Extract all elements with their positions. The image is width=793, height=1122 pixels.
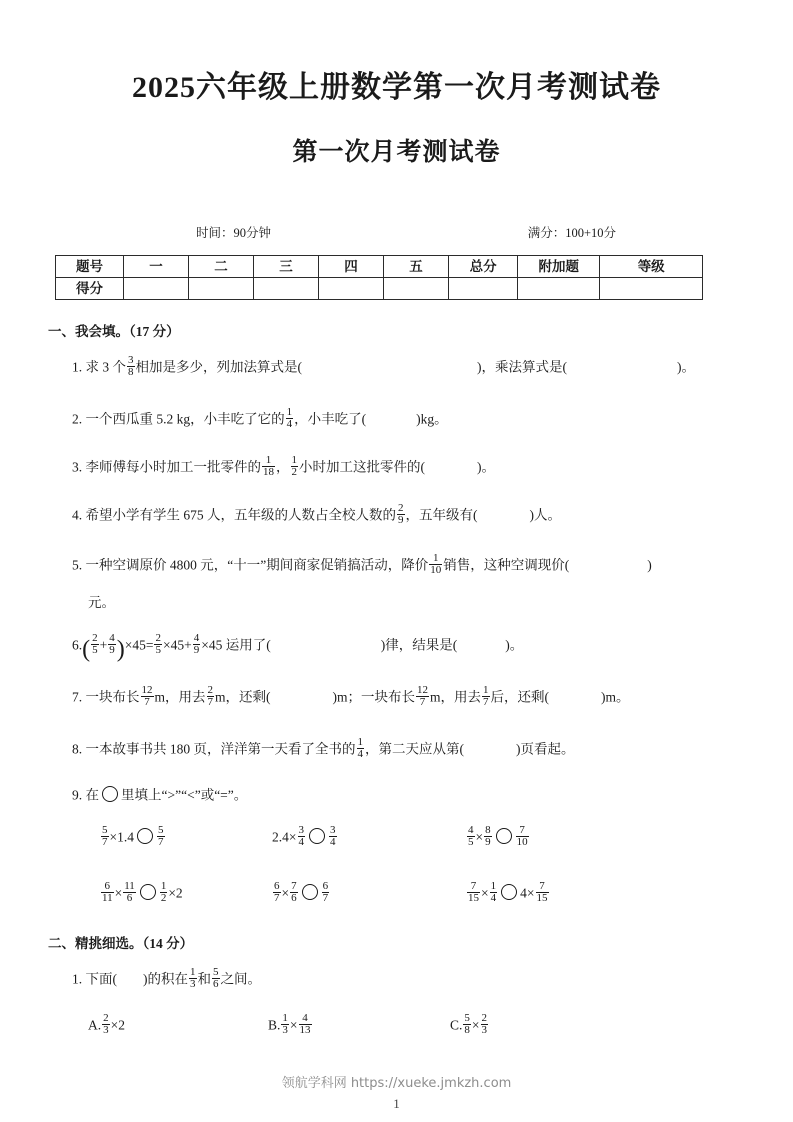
choice-a-frac: $\frac{2}{3}$ <box>103 1011 109 1036</box>
choice-a-suffix: ×2 <box>110 1017 125 1033</box>
choice-a-label: A. <box>88 1017 102 1033</box>
choice-a[interactable] <box>88 1011 125 1037</box>
table-row-header <box>56 256 703 278</box>
q7-text-a: 一块布长 <box>85 689 140 705</box>
col-header-total: 总分 <box>449 256 518 278</box>
cmp-2-3-left-frac: $\frac{7}{15}$ <box>468 879 479 904</box>
q7-fraction-12-7: $\frac{12}{7}$ <box>141 683 153 708</box>
q5-text-b: 销售，这种空调现价( <box>443 557 570 573</box>
question-7 <box>72 683 630 709</box>
question-6 <box>72 631 524 663</box>
q6-paren-close: ) <box>116 636 125 663</box>
q3-text-a: 李师傅每小时加工一批零件的 <box>85 459 261 475</box>
row-label-score: 得分 <box>56 278 124 300</box>
cmp-1-3-left-frac2: $\frac{8}{9}$ <box>485 823 491 848</box>
choice-c[interactable] <box>450 1011 489 1037</box>
q3-number: 3. <box>72 459 83 475</box>
circle-icon[interactable] <box>309 828 325 844</box>
q2-number: 2. <box>72 411 83 427</box>
score-cell-4[interactable] <box>319 278 384 300</box>
cmp-2-3-right-prefix: 4× <box>520 885 535 901</box>
choice-b-label: B. <box>268 1017 281 1033</box>
comparison-item-2-1 <box>100 879 183 905</box>
row-label-question-number: 题号 <box>56 256 124 278</box>
q3-fraction-1-2: $\frac{1}{2}$ <box>291 453 297 478</box>
q1-number: 1. <box>72 359 83 375</box>
cmp-1-2-left-prefix: 2.4× <box>272 829 297 845</box>
q2-text-c: )kg。 <box>416 411 448 427</box>
circle-icon[interactable] <box>102 786 118 802</box>
q6-text-e: )。 <box>505 637 524 653</box>
score-cell-5[interactable] <box>384 278 449 300</box>
s2q1-fraction-5-6: $\frac{5}{6}$ <box>213 965 219 990</box>
question-9 <box>72 786 247 803</box>
choice-b-mid: × <box>289 1017 298 1033</box>
cmp-2-3-left-frac2: $\frac{1}{4}$ <box>490 879 497 904</box>
score-cell-bonus[interactable] <box>518 278 600 300</box>
q1-text-a: 求 3 个 <box>85 359 126 375</box>
q1-text-c: )，乘法算式是( <box>477 359 567 375</box>
question-4 <box>72 501 561 527</box>
section-heading-1: 一、我会填。（17 分） <box>48 324 180 339</box>
footer-watermark: 领航学科网 https://xueke.jmkzh.com <box>281 1076 512 1091</box>
q7-text-f: 后，还剩( <box>490 689 550 705</box>
comparison-item-1-1 <box>100 823 166 849</box>
q7-number: 7. <box>72 689 83 705</box>
score-cell-3[interactable] <box>254 278 319 300</box>
page-title: 2025六年级上册数学第一次月考测试卷 <box>132 71 661 104</box>
cmp-1-3-right-frac: $\frac{7}{10}$ <box>516 823 528 848</box>
q4-number: 4. <box>72 507 83 523</box>
col-header-1: 一 <box>124 256 189 278</box>
cmp-2-1-mid: × <box>114 885 123 901</box>
q3-text-c: 小时加工这批零件的( <box>299 459 425 475</box>
col-header-3: 三 <box>254 256 319 278</box>
choice-b-frac2: $\frac{4}{13}$ <box>299 1011 311 1036</box>
choice-c-frac2: $\frac{2}{3}$ <box>481 1011 488 1036</box>
cmp-2-2-mid: × <box>281 885 290 901</box>
col-header-grade: 等级 <box>600 256 703 278</box>
q9-text-a: 在 <box>85 787 99 803</box>
question-1 <box>72 353 695 379</box>
section2-question-1 <box>72 965 261 991</box>
q7-fraction-1-7: $\frac{1}{7}$ <box>483 683 489 708</box>
cmp-2-1-right-frac: $\frac{1}{2}$ <box>160 879 167 904</box>
q7-fraction-2-7: $\frac{2}{7}$ <box>207 683 214 708</box>
q7-text-b: m，用去 <box>154 689 206 705</box>
cmp-2-3-right-frac: $\frac{7}{15}$ <box>536 879 548 904</box>
s2q1-number: 1. <box>72 971 83 987</box>
q6-paren-open: ( <box>82 636 91 663</box>
cmp-2-2-right-frac: $\frac{6}{7}$ <box>322 879 329 904</box>
choice-b-frac: $\frac{1}{3}$ <box>282 1011 288 1036</box>
q9-text-b: 里填上“>”“<”或“=”。 <box>121 787 248 803</box>
q3-fraction-1-18: $\frac{1}{18}$ <box>263 453 274 478</box>
s2q1-text-b: )的积在 <box>143 971 188 987</box>
q5-fraction-1-10: $\frac{1}{10}$ <box>430 551 442 576</box>
q6-text-a: ×45= <box>124 637 154 653</box>
q9-number: 9. <box>72 787 83 803</box>
q2-fraction-1-4: $\frac{1}{4}$ <box>286 405 293 430</box>
q6-fraction-4-9: $\frac{4}{9}$ <box>109 631 115 656</box>
score-table <box>55 255 703 300</box>
q8-number: 8. <box>72 741 83 757</box>
q6-fraction-2-5-b: $\frac{2}{5}$ <box>155 631 161 656</box>
q1-text-d: )。 <box>677 359 695 375</box>
q6-fraction-2-5: $\frac{2}{5}$ <box>92 631 98 656</box>
q7-text-e: m，用去 <box>430 689 482 705</box>
circle-icon[interactable] <box>140 884 156 900</box>
q8-text-c: )页看起。 <box>516 741 575 757</box>
circle-icon[interactable] <box>496 828 512 844</box>
question-8 <box>72 735 575 761</box>
q4-text-b: ，五年级有( <box>405 507 478 523</box>
score-cell-1[interactable] <box>124 278 189 300</box>
circle-icon[interactable] <box>137 828 153 844</box>
q7-text-d: )m；一块布长 <box>332 689 416 705</box>
comparison-item-1-2 <box>272 823 338 849</box>
cmp-1-1-left-suffix: ×1.4 <box>109 829 134 845</box>
s2q1-text-d: 之间。 <box>220 971 261 987</box>
q6-text-b: ×45+ <box>162 637 192 653</box>
s2q1-text-a: 下面( <box>85 971 117 987</box>
q4-fraction-2-9: $\frac{2}{9}$ <box>398 501 404 526</box>
comparison-item-2-3 <box>466 879 550 905</box>
cmp-2-3-mid: × <box>481 885 489 901</box>
cmp-1-2-left-frac: $\frac{3}{4}$ <box>298 823 304 848</box>
q4-text-c: )人。 <box>529 507 561 523</box>
q6-fraction-4-9-b: $\frac{4}{9}$ <box>193 631 200 656</box>
q8-fraction-1-4: $\frac{1}{4}$ <box>357 735 363 760</box>
cmp-2-1-left-frac2: $\frac{11}{6}$ <box>124 879 135 904</box>
cmp-1-3-mid: × <box>475 829 484 845</box>
circle-icon[interactable] <box>302 884 318 900</box>
question-5-continuation: 元。 <box>88 595 115 610</box>
q6-text-d: )律，结果是( <box>380 637 458 653</box>
choice-c-frac: $\frac{5}{8}$ <box>464 1011 470 1036</box>
q7-text-c: m，还剩( <box>215 689 271 705</box>
col-header-4: 四 <box>319 256 384 278</box>
s2q1-fraction-1-3: $\frac{1}{3}$ <box>190 965 196 990</box>
q6-text-c: ×45 运用了( <box>201 637 271 653</box>
score-cell-total[interactable] <box>449 278 518 300</box>
cmp-1-1-left-frac: $\frac{5}{7}$ <box>102 823 108 848</box>
col-header-bonus: 附加题 <box>518 256 600 278</box>
col-header-5: 五 <box>384 256 449 278</box>
q5-number: 5. <box>72 557 83 573</box>
q8-text-a: 一本故事书共 180 页，洋洋第一天看了全书的 <box>85 741 356 757</box>
full-score-label: 满分：100+10分 <box>527 226 616 240</box>
cmp-2-1-right-suffix: ×2 <box>168 885 183 901</box>
circle-icon[interactable] <box>501 884 517 900</box>
time-label: 时间：90分钟 <box>196 226 272 240</box>
page-subtitle: 第一次月考测试卷 <box>292 139 501 166</box>
q6-number: 6. <box>72 637 83 653</box>
comparison-item-2-2 <box>272 879 330 905</box>
question-2 <box>72 405 448 431</box>
q3-text-d: )。 <box>477 459 495 475</box>
q3-text-b: ， <box>276 459 290 475</box>
cmp-2-2-left-frac: $\frac{6}{7}$ <box>274 879 280 904</box>
q2-text-a: 一个西瓜重 5.2 kg，小丰吃了它的 <box>85 411 285 427</box>
cmp-1-2-right-frac: $\frac{3}{4}$ <box>330 823 336 848</box>
q1-text-b: 相加是多少，列加法算式是( <box>135 359 302 375</box>
q4-text-a: 希望小学有学生 675 人，五年级的人数占全校人数的 <box>85 507 396 523</box>
cmp-1-3-left-frac: $\frac{4}{5}$ <box>468 823 474 848</box>
table-row-scores <box>56 278 703 300</box>
q5-text-c: ) <box>647 557 652 573</box>
q6-operator: + <box>99 637 108 653</box>
choice-c-mid: × <box>471 1017 480 1033</box>
question-3 <box>72 453 495 479</box>
question-5 <box>72 551 652 577</box>
cmp-2-1-left-frac: $\frac{6}{11}$ <box>102 879 113 904</box>
score-cell-grade[interactable] <box>600 278 703 300</box>
q2-text-b: ，小丰吃了( <box>294 411 367 427</box>
q1-fraction-3-8: $\frac{3}{8}$ <box>128 353 134 378</box>
q5-text-a: 一种空调原价 4800 元，“十一”期间商家促销搞活动，降价 <box>85 557 429 573</box>
exam-meta <box>196 223 616 241</box>
cmp-1-1-right-frac: $\frac{5}{7}$ <box>158 823 164 848</box>
comparison-item-1-3 <box>466 823 530 849</box>
section-heading-2: 二、精挑细选。（14 分） <box>48 936 194 951</box>
page-number: 1 <box>393 1096 400 1111</box>
choice-c-label: C. <box>450 1017 463 1033</box>
s2q1-text-c: 和 <box>197 971 211 987</box>
q7-text-g: )m。 <box>601 689 630 705</box>
score-cell-2[interactable] <box>189 278 254 300</box>
cmp-2-2-left-frac2: $\frac{7}{6}$ <box>291 879 297 904</box>
q7-fraction-12-7-b: $\frac{12}{7}$ <box>417 683 429 708</box>
q8-text-b: ，第二天应从第( <box>365 741 464 757</box>
col-header-2: 二 <box>189 256 254 278</box>
choice-b[interactable] <box>268 1011 313 1037</box>
